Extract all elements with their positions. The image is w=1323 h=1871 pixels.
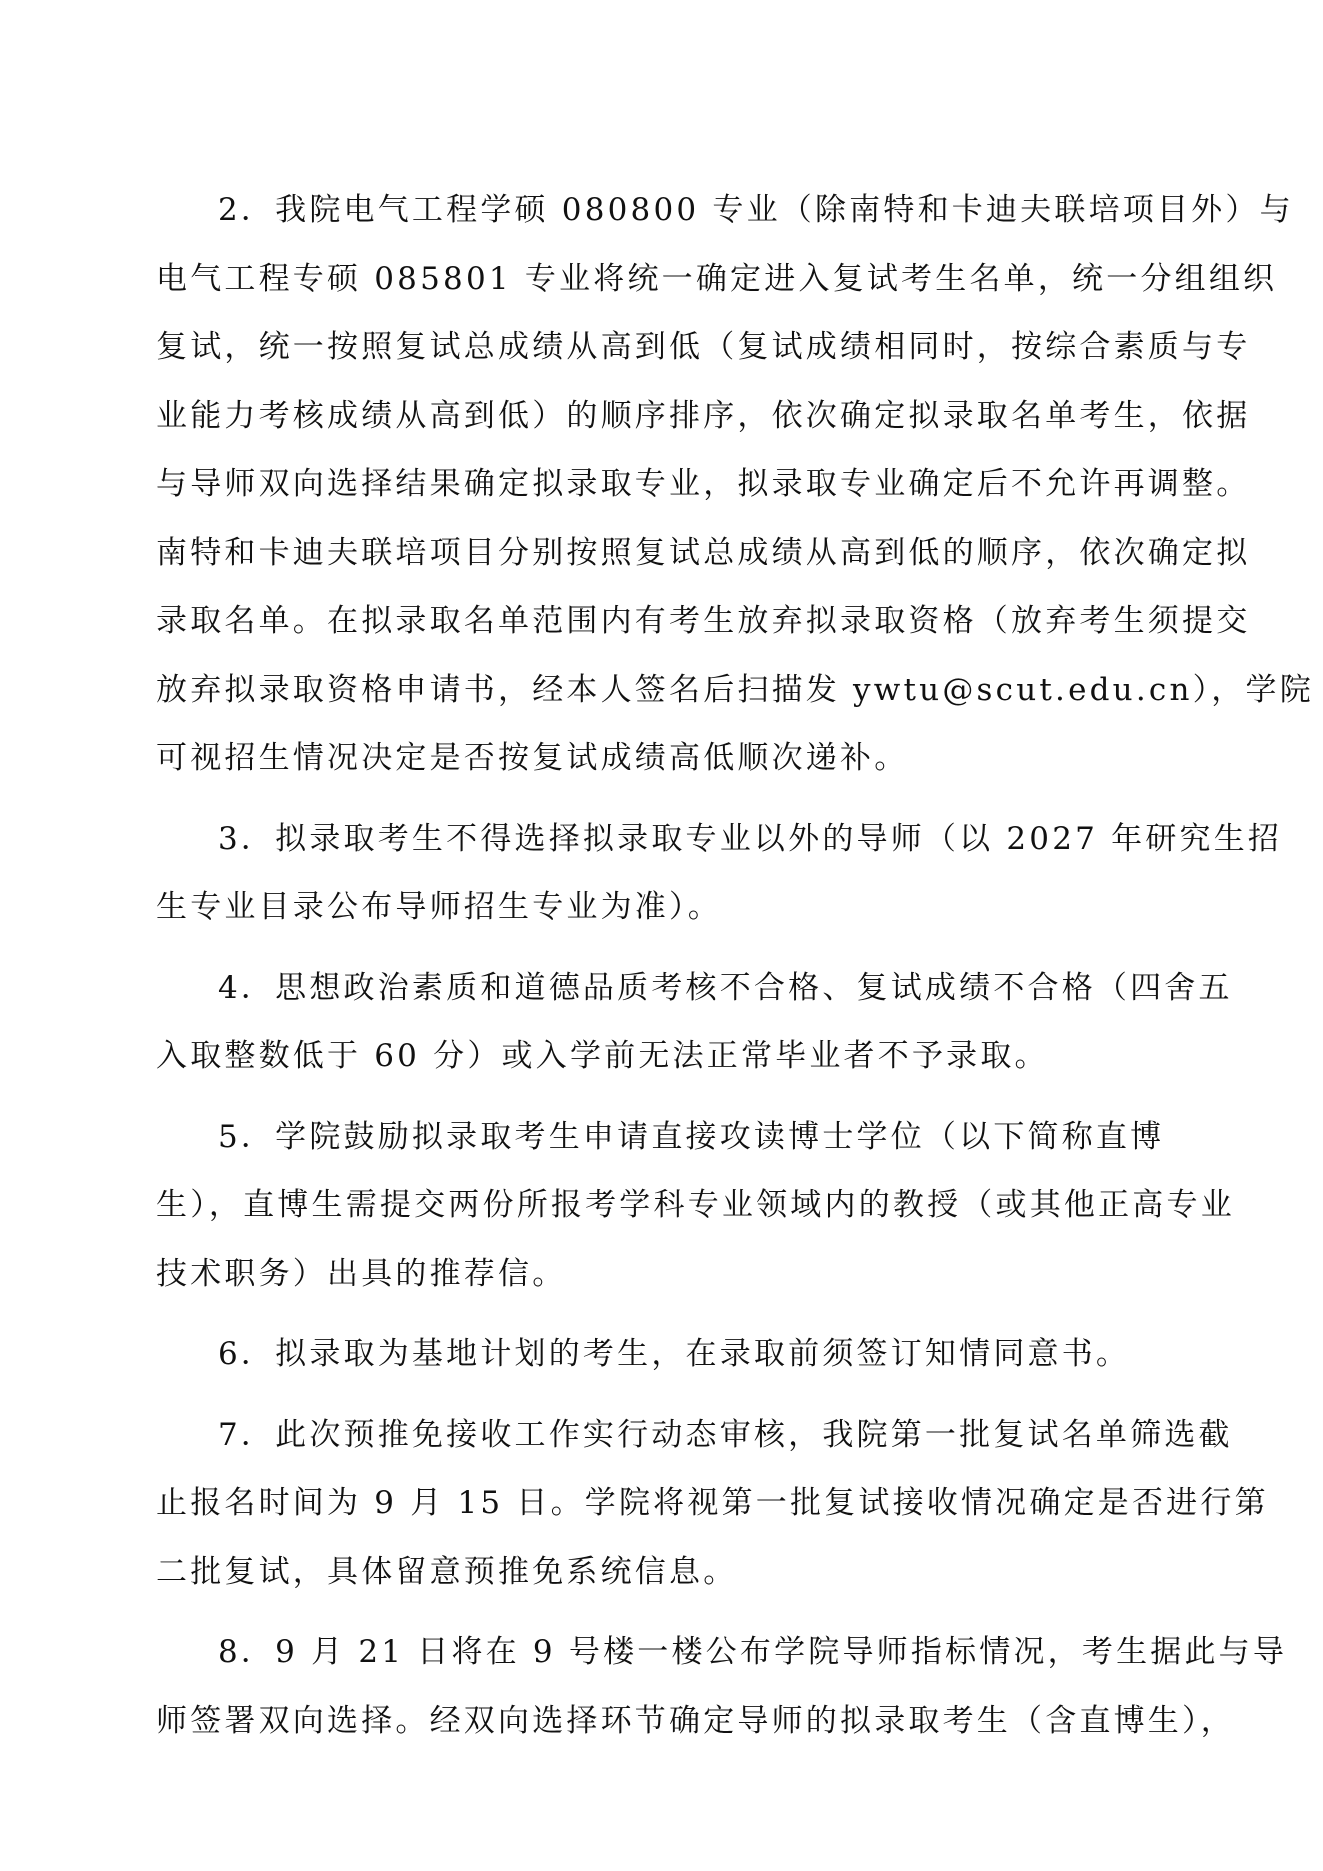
paragraph-spacer	[156, 942, 1204, 954]
paragraph-item-6	[156, 1320, 1204, 1389]
text-line: 8．9 月 21 日将在 9 号楼一楼公布学院导师指标情况，考生据此与导	[218, 1634, 1288, 1670]
text-line: 师签署双向选择。经双向选择环节确定导师的拟录取考生（含直博生），	[156, 1702, 1235, 1739]
paragraph-item-3	[156, 805, 1283, 942]
text-line: 入取整数低于 60 分）或入学前无法正常毕业者不予录取。	[156, 1038, 1049, 1074]
paragraph-spacer	[156, 1389, 1204, 1401]
text-line: 电气工程专硕 085801 专业将统一确定进入复试考生名单，统一分组组织	[156, 260, 1278, 297]
text-line: 止报名时间为 9 月 15 日。学院将视第一批复试接收情况确定是否进行第	[156, 1485, 1269, 1521]
paragraph-spacer	[156, 1606, 1204, 1618]
text-line: 4．思想政治素质和道德品质考核不合格、复试成绩不合格（四舍五	[218, 969, 1233, 1006]
text-line: 二批复试，具体留意预推免系统信息。	[156, 1553, 738, 1590]
text-line: 2．我院电气工程学硕 080800 专业（除南特和卡迪夫联培项目外）与	[218, 192, 1294, 228]
text-line: 生），直博生需提交两份所报考学科专业领域内的教授（或其他正高专业	[156, 1187, 1235, 1223]
text-line: 3．拟录取考生不得选择拟录取专业以外的导师（以 2027 年研究生招	[218, 820, 1283, 857]
text-line: 录取名单。在拟录取名单范围内有考生放弃拟录取资格（放弃考生须提交	[156, 603, 1251, 639]
text-line: 6．拟录取为基地计划的考生，在录取前须签订知情同意书。	[218, 1336, 1131, 1372]
text-line: 生专业目录公布导师招生专业为准）。	[156, 889, 722, 925]
text-line: 可视招生情况决定是否按复试成绩高低顺次递补。	[156, 740, 909, 776]
paragraph-item-5	[156, 1103, 1235, 1309]
paragraph-spacer	[156, 1308, 1204, 1320]
paragraph-spacer	[156, 793, 1204, 805]
document-body	[156, 176, 1314, 1755]
text-line: 放弃拟录取资格申请书，经本人签名后扫描发 ywtu@scut.edu.cn），学院	[156, 671, 1314, 708]
text-line: 技术职务）出具的推荐信。	[156, 1255, 567, 1292]
paragraph-item-4	[156, 954, 1233, 1091]
text-line: 复试，统一按照复试总成绩从高到低（复试成绩相同时，按综合素质与专	[156, 329, 1251, 365]
text-line: 5．学院鼓励拟录取考生申请直接攻读博士学位（以下简称直博	[218, 1118, 1165, 1155]
paragraph-item-7	[156, 1401, 1269, 1607]
text-line: 南特和卡迪夫联培项目分别按照复试总成绩从高到低的顺序，依次确定拟	[156, 534, 1251, 571]
text-line: 7．此次预推免接收工作实行动态审核，我院第一批复试名单筛选截	[218, 1416, 1233, 1453]
text-line: 业能力考核成绩从高到低）的顺序排序，依次确定拟录取名单考生，依据	[156, 397, 1251, 434]
paragraph-item-2	[156, 176, 1314, 793]
text-line: 与导师双向选择结果确定拟录取专业，拟录取专业确定后不允许再调整。	[156, 466, 1251, 502]
paragraph-spacer	[156, 1091, 1204, 1103]
paragraph-item-8	[156, 1618, 1288, 1755]
